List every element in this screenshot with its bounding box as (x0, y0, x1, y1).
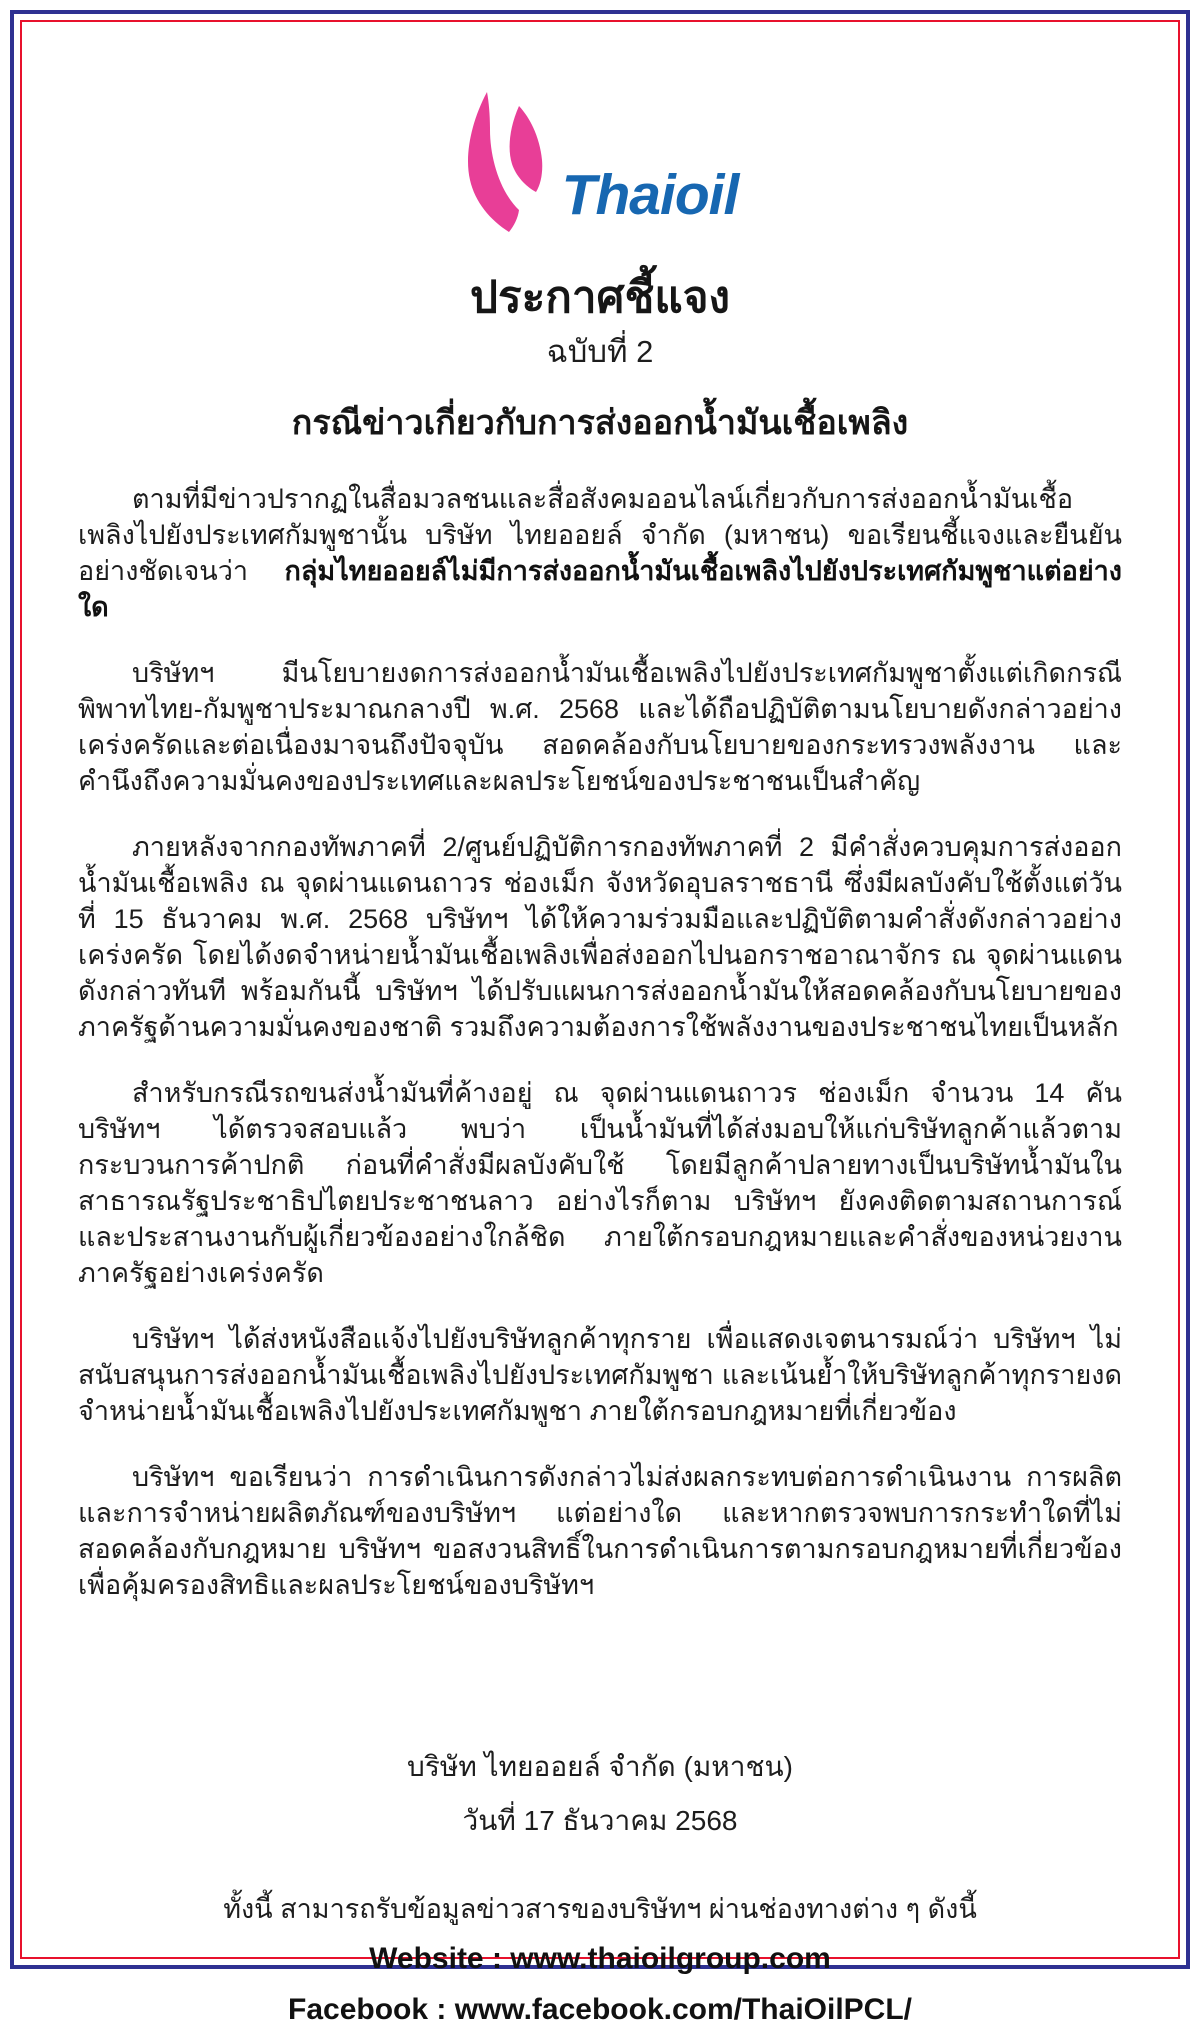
paragraph-6 (78, 1459, 1122, 1603)
paragraph-3-text: ภายหลังจากกองทัพภาคที่ 2/ศูนย์ปฏิบัติการกองทัพภาคที่ 2 มีคำสั่งควบคุมการส่งออกน้ำมันเชื้อเพลิง ณ จุดผ่านแดนถาวร ช่องเม็ก จังหวัดอุบลราชธานี ซึ่งมีผลบังคับใช้ตั้งแต่วันที่ 15 ธันวาคม พ.ศ. 2568 บริษัทฯ ได้ให้ความร่วมมือและปฏิบัติตามคำสั่งดังกล่าวอย่างเคร่งครัด โดยได้งดจำหน่ายน้ำมันเชื้อเพลิงเพื่อส่งออกไปนอกราชอาณาจักร ณ จุดผ่านแดนดังกล่าวทันที พร้อมกันนี้ บริษัทฯ ได้ปรับแผนการส่งออกน้ำมันให้สอดคล้องกับนโยบายของภาครัฐด้านความมั่นคงของชาติ รวมถึงความต้องการใช้พลังงานของประชาชนไทยเป็นหลัก (78, 831, 1122, 1042)
website-link[interactable]: Website : www.thaioilgroup.com (369, 1941, 831, 1975)
issue-number: ฉบับที่ 2 (546, 333, 654, 369)
paragraph-6-text: บริษัทฯ ขอเรียนว่า การดำเนินการดังกล่าวไม่ส่งผลกระทบต่อการดำเนินงาน การผลิต และการจำหน่ายผลิตภัณฑ์ของบริษัทฯ แต่อย่างใด และหากตรวจพบการกระทำใดที่ไม่สอดคล้องกับกฎหมาย บริษัทฯ ขอสงวนสิทธิ์ในการดำเนินการตามกรอบกฎหมายที่เกี่ยวข้อง เพื่อคุ้มครองสิทธิและผลประโยชน์ของบริษัทฯ (78, 1461, 1122, 1600)
signature-date: วันที่ 17 ธันวาคม 2568 (462, 1804, 738, 1836)
footer-intro-text: ทั้งนี้ สามารถรับข้อมูลข่าวสารของบริษัทฯ ผ่านช่องทางต่าง ๆ ดังนี้ (223, 1893, 977, 1924)
document-content (78, 0, 1122, 2026)
paragraph-1-text: ตามที่มีข่าวปรากฏในสื่อมวลชนและสื่อสังคมออนไลน์เกี่ยวกับการส่งออกน้ำมันเชื้อเพลิงไปยังประเทศกัมพูชานั้น บริษัท ไทยออยล์ จำกัด (มหาชน) ขอเรียนชี้แจงและยืนยันอย่างชัดเจนว่า (78, 483, 1122, 586)
thaioil-flame-icon (462, 92, 558, 234)
signature-block (78, 1749, 1122, 1839)
paragraph-1-bold-statement: กลุ่มไทยออยล์ไม่มีการส่งออกน้ำมันเชื้อเพลิงไปยังประเทศกัมพูชาแต่อย่างใด (78, 555, 1122, 622)
brand-wordmark: Thaioil (561, 163, 739, 227)
facebook-link[interactable]: Facebook : www.facebook.com/ThaiOilPCL/ (288, 1992, 912, 2026)
paragraph-5-text: บริษัทฯ ได้ส่งหนังสือแจ้งไปยังบริษัทลูกค้าทุกราย เพื่อแสดงเจตนารมณ์ว่า บริษัทฯ ไม่สนับสนุนการส่งออกน้ำมันเชื้อเพลิงไปยังประเทศกัมพูชา และเน้นย้ำให้บริษัทลูกค้าทุกรายงดจำหน่ายน้ำมันเชื้อเพลิงไปยังประเทศกัมพูชา ภายใต้กรอบกฎหมายที่เกี่ยวข้อง (78, 1323, 1122, 1426)
paragraph-2-text: บริษัทฯ มีนโยบายงดการส่งออกน้ำมันเชื้อเพลิงไปยังประเทศกัมพูชาตั้งแต่เกิดกรณีพิพาทไทย-กัมพูชาประมาณกลางปี พ.ศ. 2568 และได้ถือปฏิบัติตามนโยบายดังกล่าวอย่างเคร่งครัดและต่อเนื่องมาจนถึงปัจจุบัน สอดคล้องกับนโยบายของกระทรวงพลังงาน และคำนึงถึงความมั่นคงของประเทศและผลประโยชน์ของประชาชนเป็นสำคัญ (78, 657, 1122, 796)
paragraph-4 (78, 1075, 1122, 1291)
paragraph-5 (78, 1321, 1122, 1429)
company-logo (78, 92, 1122, 234)
paragraph-4-text: สำหรับกรณีรถขนส่งน้ำมันที่ค้างอยู่ ณ จุดผ่านแดนถาวร ช่องเม็ก จำนวน 14 คัน บริษัทฯ ได้ตรวจสอบแล้ว พบว่า เป็นน้ำมันที่ได้ส่งมอบให้แก่บริษัทลูกค้าแล้วตามกระบวนการค้าปกติ ก่อนที่คำสั่งมีผลบังคับใช้ โดยมีลูกค้าปลายทางเป็นบริษัทน้ำมันในสาธารณรัฐประชาธิปไตยประชาชนลาว อย่างไรก็ตาม บริษัทฯ ยังคงติดตามสถานการณ์และประสานงานกับผู้เกี่ยวข้องอย่างใกล้ชิด ภายใต้กรอบกฎหมายและคำสั่งของหน่วยงานภาครัฐอย่างเคร่งครัด (78, 1077, 1122, 1288)
paragraph-1 (78, 481, 1122, 625)
contact-footer (78, 1891, 1122, 2029)
document-body (78, 481, 1122, 1603)
paragraph-2 (78, 655, 1122, 799)
signature-company-name: บริษัท ไทยออยล์ จำกัด (มหาชน) (407, 1750, 793, 1782)
document-title: ประกาศชี้แจง (470, 273, 730, 322)
document-subject: กรณีข่าวเกี่ยวกับการส่งออกน้ำมันเชื้อเพลิง (291, 403, 909, 442)
paragraph-3 (78, 829, 1122, 1045)
